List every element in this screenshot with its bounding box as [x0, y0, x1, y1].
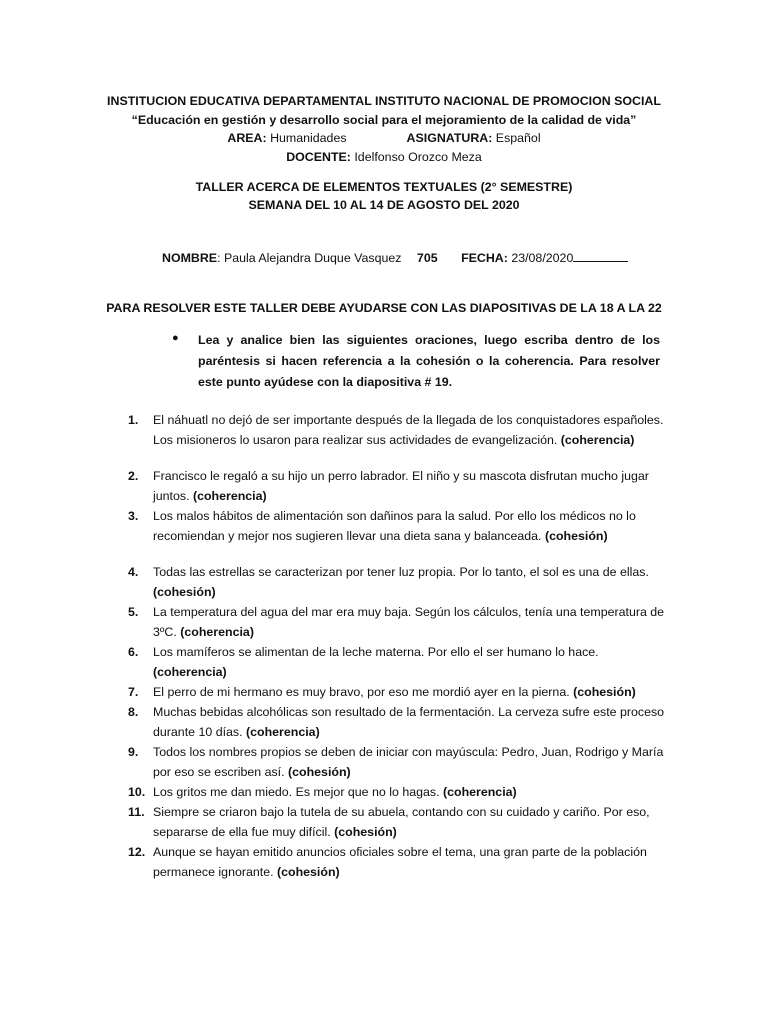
item-number: 10.: [128, 785, 146, 799]
item-text: La temperatura del agua del mar era muy baja. Según los cálculos, tenía una temperatura de 3ºC.: [153, 605, 665, 639]
item-text: Todas las estrellas se caracterizan por tener luz propia. Por lo tanto, el sol es una de ellas.: [153, 565, 649, 579]
resolver-instruction: PARA RESOLVER ESTE TALLER DEBE AYUDARSE CON LAS DIAPOSITIVAS DE LA 18 A LA 22: [106, 301, 662, 315]
name-label: NOMBRE: [162, 251, 218, 265]
list-item: [128, 702, 668, 742]
list-item: [128, 466, 668, 506]
bullet-instruction: [172, 330, 660, 393]
item-text: Siempre se criaron bajo la tutela de su abuela, contando con su cuidado y cariño. Por eso, separarse de ella fue muy difícil.: [153, 805, 650, 839]
sentence-list: [128, 410, 668, 882]
date-label: FECHA:: [461, 251, 508, 265]
item-answer: (cohesión): [544, 529, 608, 543]
item-answer: (coherencia): [560, 433, 635, 447]
name-value: : Paula Alejandra Duque Vasquez: [217, 251, 402, 265]
item-text: Los gritos me dan miedo. Es mejor que no lo hagas.: [153, 785, 440, 799]
list-item: [128, 682, 668, 702]
item-number: 3.: [128, 509, 139, 523]
list-item: [128, 802, 668, 842]
item-text: Los malos hábitos de alimentación son dañinos para la salud. Por ello los médicos no lo recomiendan y mejor nos sugieren llevar una dieta sana y balanceada.: [153, 509, 636, 543]
teacher-value: Idelfonso Orozco Meza: [350, 150, 482, 164]
institution-motto: “Educación en gestión y desarrollo social para el mejoramiento de la calidad de vida”: [131, 113, 637, 127]
bullet-text: Lea y analice bien las siguientes oraciones, luego escriba dentro de los paréntesis si hacen referencia a la cohesión o la coherencia. Para resolver este punto ayúdese con la diapositiva # 19.: [198, 333, 660, 389]
item-number: 4.: [128, 565, 139, 579]
item-answer: (coherencia): [153, 665, 227, 679]
item-number: 1.: [128, 413, 139, 427]
list-item: [128, 782, 668, 802]
item-text: El náhuatl no dejó de ser importante después de la llegada de los conquistadores españoles. Los misioneros lo usaron para realizar sus actividades de evangelización.: [153, 413, 664, 447]
subject-label: ASIGNATURA:: [406, 131, 493, 145]
workshop-title: TALLER ACERCA DE ELEMENTOS TEXTUALES (2° SEMESTRE): [195, 180, 573, 194]
item-answer: (coherencia): [180, 625, 254, 639]
item-text: Todos los nombres propios se deben de iniciar con mayúscula: Pedro, Juan, Rodrigo y María por eso se escriben así.: [153, 745, 664, 779]
item-answer: (cohesión): [334, 825, 397, 839]
item-answer: (coherencia): [192, 489, 267, 503]
list-item: [128, 562, 668, 602]
item-text: Los mamíferos se alimentan de la leche materna. Por ello el ser humano lo hace.: [153, 645, 599, 659]
area-subject-line: [0, 129, 768, 148]
student-info-row: [162, 249, 628, 268]
list-item: [128, 842, 668, 882]
item-text: El perro de mi hermano es muy bravo, por eso me mordió ayer en la pierna.: [153, 685, 570, 699]
item-number: 8.: [128, 705, 139, 719]
list-item: [128, 602, 668, 642]
item-answer: (cohesión): [277, 865, 340, 879]
item-number: 12.: [128, 845, 146, 859]
date-blank-line: [573, 249, 628, 262]
item-answer: (cohesión): [288, 765, 351, 779]
item-text: Aunque se hayan emitido anuncios oficiales sobre el tema, una gran parte de la población permanece ignorante.: [153, 845, 647, 879]
list-item: [128, 506, 668, 546]
date-value: 23/08/2020: [507, 251, 574, 265]
item-number: 6.: [128, 645, 139, 659]
teacher-line: [0, 148, 768, 167]
subject-value: Español: [492, 131, 541, 145]
item-number: 9.: [128, 745, 139, 759]
item-answer: (cohesión): [573, 685, 636, 699]
item-answer: (cohesión): [153, 585, 216, 599]
institution-name: INSTITUCION EDUCATIVA DEPARTAMENTAL INSTITUTO NACIONAL DE PROMOCION SOCIAL: [107, 94, 661, 108]
item-answer: (coherencia): [246, 725, 320, 739]
item-text: Francisco le regaló a su hijo un perro labrador. El niño y su mascota disfrutan mucho jugar juntos.: [153, 469, 649, 503]
list-item: [128, 642, 668, 682]
item-number: 5.: [128, 605, 139, 619]
workshop-week: SEMANA DEL 10 AL 14 DE AGOSTO DEL 2020: [248, 198, 520, 212]
group-number: 705: [416, 251, 438, 265]
item-answer: (coherencia): [442, 785, 517, 799]
area-value: Humanidades: [266, 131, 347, 145]
list-item: [128, 410, 668, 450]
area-label: AREA:: [227, 131, 267, 145]
teacher-label: DOCENTE:: [286, 150, 351, 164]
item-number: 2.: [128, 469, 139, 483]
item-text: Muchas bebidas alcohólicas son resultado de la fermentación. La cerveza sufre este proceso durante 10 días.: [153, 705, 665, 739]
bullet-icon: ●: [172, 332, 179, 344]
list-item: [128, 742, 668, 782]
item-number: 11.: [128, 805, 145, 819]
item-number: 7.: [128, 685, 139, 699]
